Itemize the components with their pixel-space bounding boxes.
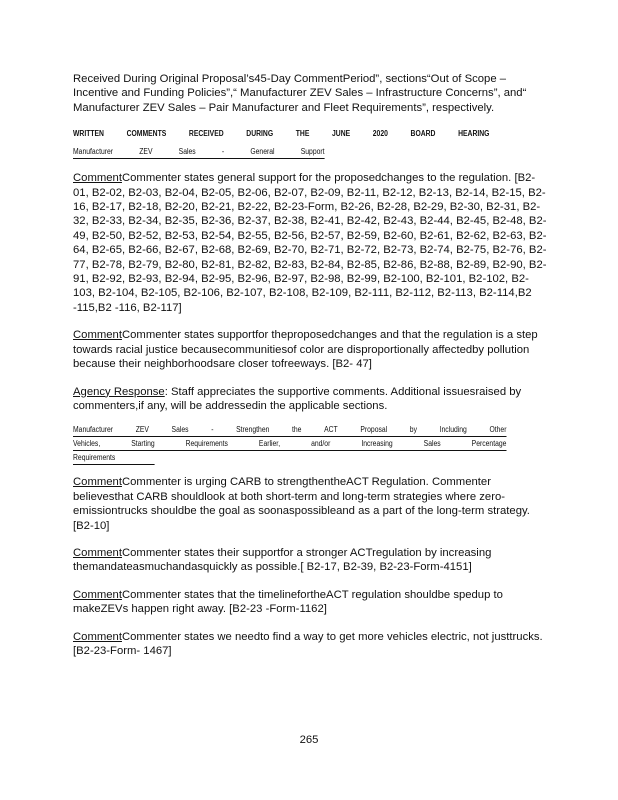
- header2-word: Proposal: [360, 425, 388, 435]
- agency-response-text: : Staff appreciates the supportive comments. Additional issuesraised by commenters,if any, will be addressedin the applicable sections.: [73, 385, 522, 412]
- document-page: [73, 72, 549, 658]
- header-word: BOARD: [410, 129, 436, 139]
- topic-word: Manufacturer: [73, 147, 114, 157]
- header-word: THE: [295, 129, 310, 139]
- header2-word: Sales: [171, 425, 189, 435]
- header2-word: -: [211, 425, 214, 435]
- comment-label: Comment: [73, 476, 122, 489]
- header2-word: Starting: [131, 439, 155, 449]
- comment-paragraph: [73, 475, 549, 533]
- comment-paragraph: [73, 328, 549, 371]
- topic-word: ZEV: [139, 147, 153, 157]
- header2-word: Requirements: [73, 453, 116, 463]
- topic-header: [73, 147, 325, 159]
- topic-word: Sales: [178, 147, 196, 157]
- header2-word: the: [292, 425, 302, 435]
- comment-text: Commenter is urging CARB to strengthentheACT Regulation. Commenter believesthat CARB shouldlook at both short-term and long-term strategies where zero-emissiontrucks shouldbe the goal as soonaspossibleand as a part of the long-term strategy. [B2-10]: [73, 476, 530, 532]
- topic-word: -: [221, 147, 225, 157]
- header2-word: and/or: [311, 439, 331, 449]
- header2-word: Including: [439, 425, 467, 435]
- header-word: WRITTEN: [73, 129, 104, 139]
- header2-word: Percentage: [471, 439, 507, 449]
- header-word: HEARING: [458, 129, 490, 139]
- comment-text: Commenter states their supportfor a stronger ACTregulation by increasing themandateasmuchandasquickly as possible.[ B2-17, B2-39, B2-23-Form-4151]: [73, 546, 492, 574]
- header2-word: Increasing: [361, 439, 393, 449]
- header2-word: by: [409, 425, 417, 435]
- comment-paragraph: [73, 588, 549, 617]
- comment-label: Comment: [73, 588, 122, 601]
- header2-word: Manufacturer: [73, 425, 114, 435]
- header2-word: Requirements: [185, 439, 228, 449]
- page-number: 265: [299, 734, 319, 746]
- section-header-2-line: [73, 425, 507, 437]
- header-word: DURING: [246, 129, 274, 139]
- intro-paragraph: Received During Original Proposal’s45-Day CommentPeriod”, sections“Out of Scope – Incentive and Funding Policies”,“ Manufacturer ZEV Sales – Infrastructure Concerns”, and“ Manufacturer ZEV Sales – Pair Manufacturer and Fleet Requirements”, respectively.: [73, 73, 527, 114]
- header-word: COMMENTS: [126, 129, 167, 139]
- topic-word: General: [250, 147, 275, 157]
- comments-group-2: [73, 475, 549, 658]
- comment-label: Comment: [73, 546, 122, 559]
- comment-label: Comment: [73, 329, 122, 342]
- topic-word: Support: [300, 147, 325, 157]
- comment-paragraph: [73, 546, 549, 575]
- header2-word: Strengthen: [236, 425, 270, 435]
- header-word: JUNE: [331, 129, 351, 139]
- comment-paragraph: [73, 171, 549, 315]
- header2-word: Other: [489, 425, 507, 435]
- header-word: RECEIVED: [188, 129, 224, 139]
- comments-group-1: [73, 171, 549, 413]
- comment-text: Commenter states general support for the proposedchanges to the regulation. [B2-01, B2-02, B2-03, B2-04, B2-05, B2-06, B2-07, B2-09, B2-11, B2-12, B2-13, B2-14, B2-15, B2-16, B2-17, B2-18, B2-20, B2-21, B2-22, B2-23-Form, B2-26, B2-28, B2-29, B2-30, B2-31, B2-32, B2-33, B2-34, B2-35, B2-36, B2-37, B2-38, B2-41, B2-42, B2-43, B2-44, B2-45, B2-48, B2-49, B2-50, B2-52, B2-53, B2-54, B2-55, B2-56, B2-57, B2-59, B2-60, B2-61, B2-62, B2-63, B2-64, B2-65, B2-66, B2-67, B2-68, B2-69, B2-70, B2-71, B2-72, B2-73, B2-74, B2-75, B2-76, B2-77, B2-78, B2-79, B2-80, B2-81, B2-82, B2-83, B2-84, B2-85, B2-86, B2-88, B2-89, B2-90, B2-91, B2-92, B2-93, B2-94, B2-95, B2-96, B2-97, B2-98, B2-99, B2-100, B2-101, B2-102, B2-103, B2-104, B2-105, B2-106, B2-107, B2-108, B2-109, B2-111, B2-112, B2-113, B2-114,B2 -115,B2 -116, B2-117]: [73, 172, 547, 314]
- comment-label: Comment: [73, 172, 122, 185]
- agency-response-paragraph: [73, 385, 549, 414]
- header2-word: ACT: [324, 425, 338, 435]
- header2-word: Sales: [423, 439, 441, 449]
- section-header-2-line: [73, 439, 507, 451]
- section-header-2: [73, 425, 549, 465]
- header2-word: Earlier,: [258, 439, 281, 449]
- header-word: 2020: [372, 129, 388, 139]
- section-header: [73, 129, 490, 139]
- comment-text: Commenter states we needto find a way to get more vehicles electric, not justtrucks. [B2-23-Form- 1467]: [73, 630, 543, 657]
- agency-response-label: Agency Response: [73, 385, 165, 398]
- header2-word: Vehicles,: [73, 439, 101, 449]
- header2-word: ZEV: [135, 425, 149, 435]
- comment-paragraph: [73, 630, 549, 659]
- comment-text: Commenter states supportfor theproposedchanges and that the regulation is a step towards racial justice becausecommunitiesof color are disproportionally affectedby pollution because their neighborhoodsare closer tofreeways. [B2- 47]: [73, 329, 538, 371]
- comment-label: Comment: [73, 630, 122, 643]
- comment-text: Commenter states that the timelinefortheACT regulation shouldbe spedup to makeZEVs happen right away. [B2-23 -Form-1162]: [73, 588, 503, 616]
- section-header-2-line: [73, 453, 155, 465]
